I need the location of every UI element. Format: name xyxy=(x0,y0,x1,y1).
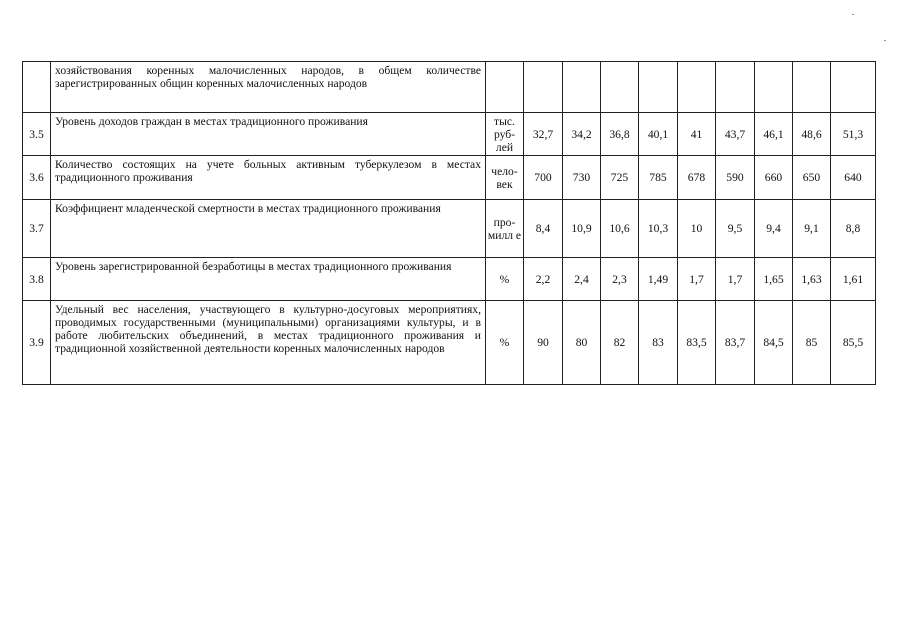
indicator-description: Коэффициент младенческой смертности в местах традиционного проживания xyxy=(51,200,486,258)
indicator-description: Уровень доходов граждан в местах традиционного проживания xyxy=(51,113,486,156)
table-row xyxy=(23,156,876,200)
scan-speck xyxy=(852,14,854,15)
value-cell: 1,7 xyxy=(678,258,716,301)
value-cell: 10,9 xyxy=(563,200,601,258)
value-cell: 51,3 xyxy=(831,113,876,156)
value-cell: 82 xyxy=(601,301,639,385)
value-cell: 10,3 xyxy=(639,200,678,258)
value-cell: 785 xyxy=(639,156,678,200)
value-cell: 678 xyxy=(678,156,716,200)
row-number xyxy=(23,62,51,113)
value-cell: 590 xyxy=(716,156,755,200)
value-cell: 9,5 xyxy=(716,200,755,258)
unit-of-measure: % xyxy=(486,301,524,385)
value-cell: 83 xyxy=(639,301,678,385)
value-cell xyxy=(524,62,563,113)
value-cell xyxy=(831,62,876,113)
value-cell: 32,7 xyxy=(524,113,563,156)
value-cell: 48,6 xyxy=(793,113,831,156)
value-cell: 90 xyxy=(524,301,563,385)
value-cell xyxy=(716,62,755,113)
value-cell: 1,65 xyxy=(755,258,793,301)
value-cell: 10,6 xyxy=(601,200,639,258)
unit-of-measure: чело-век xyxy=(486,156,524,200)
value-cell xyxy=(563,62,601,113)
value-cell: 83,7 xyxy=(716,301,755,385)
value-cell: 46,1 xyxy=(755,113,793,156)
table-row xyxy=(23,301,876,385)
row-number: 3.8 xyxy=(23,258,51,301)
indicator-description: хозяйствования коренных малочисленных народов, в общем количестве зарегистрированных общин коренных малочисленных народов xyxy=(51,62,486,113)
value-cell: 725 xyxy=(601,156,639,200)
value-cell xyxy=(601,62,639,113)
table-row xyxy=(23,200,876,258)
value-cell: 83,5 xyxy=(678,301,716,385)
unit-of-measure: % xyxy=(486,258,524,301)
indicator-description: Количество состоящих на учете больных активным туберкулезом в местах традиционного проживания xyxy=(51,156,486,200)
value-cell: 1,61 xyxy=(831,258,876,301)
value-cell: 1,49 xyxy=(639,258,678,301)
value-cell: 700 xyxy=(524,156,563,200)
indicators-table xyxy=(22,61,876,385)
value-cell: 1,7 xyxy=(716,258,755,301)
value-cell: 43,7 xyxy=(716,113,755,156)
indicator-description: Уровень зарегистрированной безработицы в местах традиционного проживания xyxy=(51,258,486,301)
scan-speck xyxy=(884,40,886,41)
table-row xyxy=(23,258,876,301)
value-cell xyxy=(639,62,678,113)
unit-of-measure: тыс. руб-лей xyxy=(486,113,524,156)
value-cell: 9,4 xyxy=(755,200,793,258)
value-cell: 36,8 xyxy=(601,113,639,156)
value-cell: 41 xyxy=(678,113,716,156)
value-cell: 8,4 xyxy=(524,200,563,258)
value-cell: 10 xyxy=(678,200,716,258)
value-cell: 2,4 xyxy=(563,258,601,301)
value-cell: 34,2 xyxy=(563,113,601,156)
unit-of-measure xyxy=(486,62,524,113)
value-cell: 2,3 xyxy=(601,258,639,301)
row-number: 3.9 xyxy=(23,301,51,385)
row-number: 3.7 xyxy=(23,200,51,258)
value-cell: 1,63 xyxy=(793,258,831,301)
value-cell: 40,1 xyxy=(639,113,678,156)
table-row xyxy=(23,113,876,156)
value-cell xyxy=(755,62,793,113)
value-cell: 85,5 xyxy=(831,301,876,385)
value-cell: 84,5 xyxy=(755,301,793,385)
value-cell: 640 xyxy=(831,156,876,200)
row-number: 3.5 xyxy=(23,113,51,156)
value-cell: 2,2 xyxy=(524,258,563,301)
value-cell: 85 xyxy=(793,301,831,385)
value-cell: 650 xyxy=(793,156,831,200)
value-cell: 660 xyxy=(755,156,793,200)
value-cell: 8,8 xyxy=(831,200,876,258)
value-cell xyxy=(793,62,831,113)
value-cell: 9,1 xyxy=(793,200,831,258)
row-number: 3.6 xyxy=(23,156,51,200)
value-cell: 730 xyxy=(563,156,601,200)
unit-of-measure: про-милл е xyxy=(486,200,524,258)
table-body xyxy=(23,62,876,385)
table-row xyxy=(23,62,876,113)
indicator-description: Удельный вес населения, участвующего в культурно-досуговых мероприятиях, проводимых государственными (муниципальными) организациями культуры, и в работе любительских объединений, в местах традиционного проживания и традиционной хозяйственной деятельности коренных малочисленных народов xyxy=(51,301,486,385)
value-cell xyxy=(678,62,716,113)
value-cell: 80 xyxy=(563,301,601,385)
